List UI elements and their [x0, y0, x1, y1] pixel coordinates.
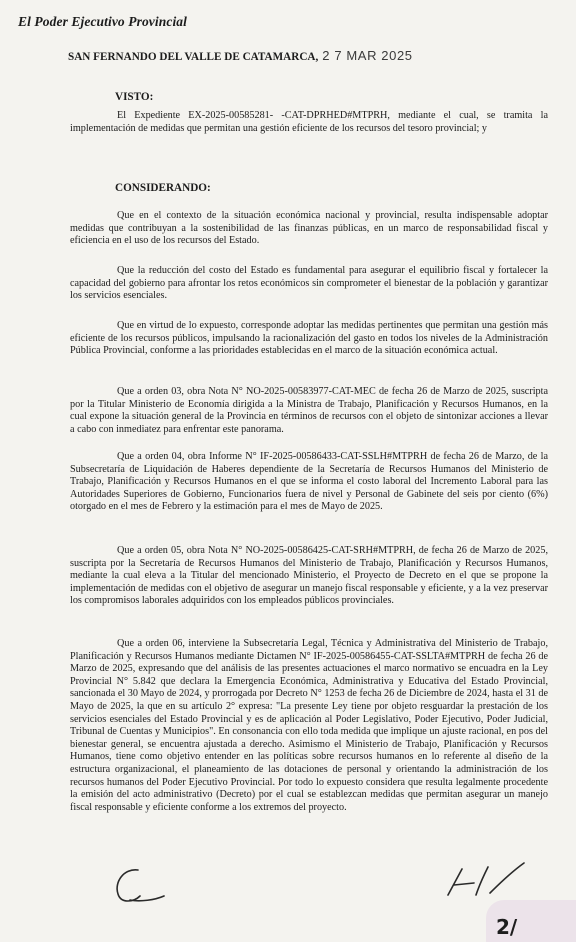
considerando-paragraph-4: Que a orden 03, obra Nota N° NO-2025-00583977-CAT-MEC de fecha 26 de Marzo de 2025, suscripta por la Titular Ministerio de Economía dirigida a la Ministra de Trabajo, Planificación y Recursos Humanos, en la cual expone la situación general de la Provincia en términos de recursos con el objeto de sintonizar acciones a llevar a cabo con inmediatez para enfrentar este panorama. — [70, 386, 548, 435]
signature-left-icon — [100, 860, 180, 910]
place-name: SAN FERNANDO DEL VALLE DE CATAMARCA, — [68, 51, 319, 63]
considerando-heading: CONSIDERANDO: — [115, 182, 211, 194]
considerando-paragraph-2: Que la reducción del costo del Estado es fundamental para asegurar el equilibrio fiscal y fortalecer la capacidad del gobierno para afrontar los retos económicos sin comprometer el bienestar de la población y garantizar los servicios esenciales. — [70, 265, 548, 302]
considerando-paragraph-5: Que a orden 04, obra Informe N° IF-2025-00586433-CAT-SSLH#MTPRH de fecha 26 de Marzo, de la Subsecretaría de Liquidación de Haberes dependiente de la Secretaría de Recursos Humanos del Ministerio de Trabajo, Planificación y Recursos Humanos en el que se informa el costo laboral del Incremento Laboral para las Autoridades Superiores de Gobierno, Funcionarios fuera de nivel y Personal de Gabinete del seis por ciento (6%) otorgado en el mes de Febrero y la estimación para el mes de Mayo de 2025. — [70, 451, 548, 513]
signature-right-icon — [440, 855, 530, 905]
considerando-paragraph-1: Que en el contexto de la situación económica nacional y provincial, resulta indispensable adoptar medidas que contribuyan a la sostenibilidad de las finanzas públicas, en un marco de responsabilidad fiscal y eficiencia en el uso de los recursos del Estado. — [70, 210, 548, 247]
header-title: El Poder Ejecutivo Provincial — [18, 14, 188, 29]
visto-paragraph: El Expediente EX-2025-00585281- -CAT-DPRHED#MTPRH, mediante el cual, se tramita la implementación de medidas que permitan una gestión eficiente de los recursos del tesoro provincial; y — [70, 110, 548, 134]
page-number: 2/ — [496, 915, 518, 939]
considerando-paragraph-7: Que a orden 06, interviene la Subsecretaría Legal, Técnica y Administrativa del Ministerio de Trabajo, Planificación y Recursos Humanos mediante Dictamen N° IF-2025-00586455-CAT-SSLTA#MTPRH de fecha 26 de Marzo de 2025, expresando que del análisis de las presentes actuaciones el marco normativo se encuadra en la Ley Provincial N° 5.842 que declara la Emergencia Económica, Administrativa y Educativa del Estado Provincial, sancionada el 30 Mayo de 2024, y prorrogada por Decreto N° 1253 de fecha 26 de Diciembre de 2024, hasta el 31 de Mayo de 2025, la que en su artículo 2° expresa: "La presente Ley tiene por objeto resguardar la prestación de los servicios esenciales del Estado Provincial y es de aplicación al Poder Legislativo, Poder Ejecutivo, Poder Judicial, Tribunal de Cuentas y Municipios". En consonancia con ello toda medida que implique un ajuste racional, en pos del bienestar general, se encuentra ajustada a derecho. Asimismo el Ministerio de Trabajo, Planificación y Recursos Humanos, tiene como objetivo entender en las políticas sobre recursos humanos en lo referente al diseño de la estructura organizacional, el planeamiento de las dotaciones de personal y orientando la administración de los recursos humanos del Poder Ejecutivo Provincial. Por todo lo expuesto considera que resulta legalmente procedente la emisión del acto administrativo (Decreto) por el cual se establezcan medidas que permitan asegurar un manejo fiscal responsable y eficiente conforme a los extremos del proyecto. — [70, 638, 548, 813]
considerando-paragraph-3: Que en virtud de lo expuesto, corresponde adoptar las medidas pertinentes que permitan una gestión más eficiente de los recursos públicos, impulsando la racionalización del gasto en todos los niveles de la Administración Pública Provincial, conforme a las prioridades establecidas en el marco de la situación económica actual. — [70, 320, 548, 357]
considerando-paragraph-6: Que a orden 05, obra Nota N° NO-2025-00586425-CAT-SRH#MTPRH, de fecha 26 de Marzo de 2025, suscripta por la Secretaría de Recursos Humanos del Ministerio de Trabajo, Planificación y Recursos Humanos, mediante la cual eleva a la Titular del mencionado Ministerio, el Proyecto de Decreto en el que se propone la implementación de medidas con el objetivo de asegurar un manejo fiscal responsable y eficiente, y a la vez preservar los compromisos laborales adquiridos con los empleados públicos provinciales. — [70, 545, 548, 607]
visto-heading: VISTO: — [115, 91, 154, 103]
place-and-date — [68, 48, 413, 63]
date-stamp: 2 7 MAR 2025 — [322, 48, 413, 63]
